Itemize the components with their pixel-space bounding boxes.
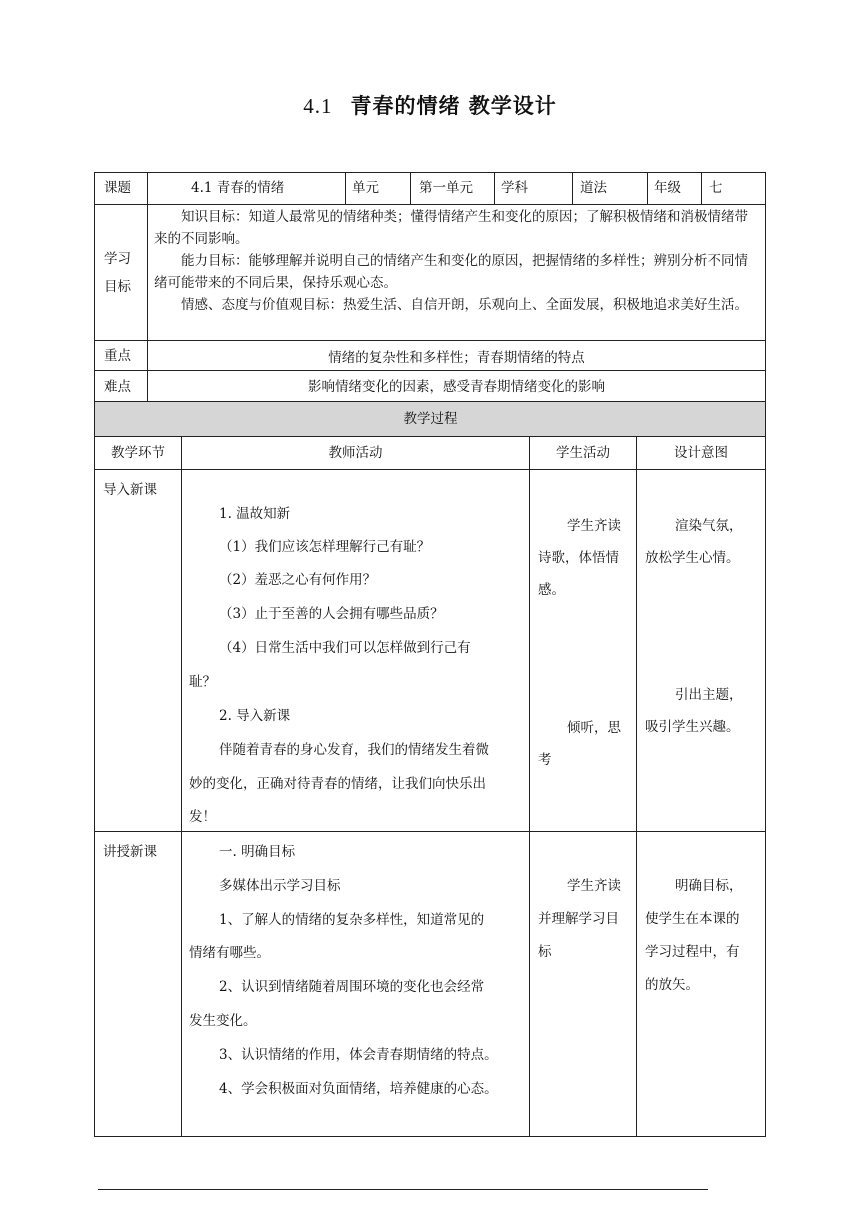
intro-stage: 导入新课 (103, 482, 157, 498)
lecture-teacher-line: 情绪有哪些。 (189, 945, 270, 961)
lecture-intent-line: 的放矢。 (645, 977, 699, 993)
goals-label-2: 目标 (104, 279, 131, 295)
key-label: 重点 (104, 348, 131, 364)
lecture-teacher-line: 一. 明确目标 (219, 844, 296, 860)
lesson-value: 4.1 青春的情绪 (191, 180, 285, 196)
difficulty-value: 影响情绪变化的因素，感受青春期情绪变化的影响 (308, 379, 605, 395)
lecture-stage: 讲授新课 (103, 844, 157, 860)
lecture-intent-line: 学习过程中，有 (645, 944, 740, 960)
col-intent: 设计意图 (674, 445, 728, 461)
intro-intent-line: 渲染气氛， (675, 518, 743, 534)
intro-teacher-line: 耻？ (189, 674, 216, 690)
key-value: 情绪的复杂性和多样性；青春期情绪的特点 (328, 350, 585, 366)
intro-teacher-line: （2）羞恶之心有何作用？ (219, 572, 377, 588)
footer-rule (98, 1189, 708, 1190)
unit-label: 单元 (352, 180, 379, 196)
intro-teacher-line: 妙的变化，正确对待青春的情绪，让我们向快乐出 (189, 776, 486, 792)
intro-student-line: 诗歌，体悟情 (538, 550, 619, 566)
intro-teacher-line: 2. 导入新课 (219, 708, 291, 724)
goals-label-1: 学习 (104, 251, 131, 267)
lecture-teacher-line: 3、认识情绪的作用，体会青春期情绪的特点。 (219, 1047, 498, 1063)
lecture-teacher-line: 2、认识到情绪随着周围环境的变化也会经常 (219, 979, 485, 995)
col-teacher: 教师活动 (328, 445, 383, 461)
intro-student-line: 考 (538, 752, 552, 768)
page-title (0, 90, 860, 120)
lecture-intent-line: 使学生在本课的 (645, 911, 740, 927)
lecture-teacher-line: 4、学会积极面对负面情绪，培养健康的心态。 (219, 1081, 498, 1097)
lecture-intent-line: 明确目标， (675, 878, 743, 894)
title-number: 4.1 (303, 94, 333, 118)
subject-value: 道法 (580, 180, 607, 196)
subject-label: 学科 (501, 180, 528, 196)
process-header: 教学过程 (403, 411, 458, 427)
col-student: 学生活动 (556, 445, 610, 461)
goals-text (154, 206, 760, 316)
intro-teacher-line: 1. 温故知新 (219, 506, 291, 522)
intro-teacher-line: （1）我们应该怎样理解行己有耻？ (219, 539, 431, 555)
lecture-student-line: 标 (538, 944, 552, 960)
lecture-teacher-line: 多媒体出示学习目标 (219, 878, 341, 894)
intro-teacher-line: （3）止于至善的人会拥有哪些品质？ (219, 606, 444, 622)
goal-ability: 能力目标：能够理解并说明自己的情绪产生和变化的原因，把握情绪的多样性；辨别分析不同情绪可能带来的不同后果，保持乐观心态。 (154, 253, 748, 291)
lecture-teacher-line: 1、了解人的情绪的复杂多样性，知道常见的 (219, 912, 485, 928)
intro-student-line: 感。 (538, 582, 565, 598)
unit-value: 第一单元 (419, 180, 473, 196)
intro-intent-line: 吸引学生兴趣。 (645, 719, 740, 735)
difficulty-label: 难点 (104, 379, 131, 395)
intro-intent-line: 引出主题， (675, 687, 743, 703)
grade-label: 年级 (654, 180, 681, 196)
intro-student-line: 倾听，思 (567, 720, 621, 736)
lesson-label: 课题 (104, 180, 131, 196)
title-text: 青春的情绪 教学设计 (350, 93, 557, 118)
intro-intent-line: 放松学生心情。 (645, 550, 740, 566)
intro-teacher-line: 发！ (189, 809, 216, 825)
col-stage: 教学环节 (111, 445, 165, 461)
intro-student-line: 学生齐读 (567, 518, 621, 534)
intro-teacher-line: （4）日常生活中我们可以怎样做到行己有 (219, 640, 471, 656)
grade-value: 七 (709, 180, 723, 196)
lecture-teacher-line: 发生变化。 (189, 1013, 257, 1029)
goal-knowledge: 知识目标：知道人最常见的情绪种类；懂得情绪产生和变化的原因；了解积极情绪和消极情绪带来的不同影响。 (154, 209, 748, 247)
intro-teacher-line: 伴随着青春的身心发育，我们的情绪发生着微 (219, 742, 489, 758)
lecture-student-line: 学生齐读 (567, 878, 621, 894)
lecture-student-line: 并理解学习目 (538, 911, 619, 927)
goal-emotion: 情感、态度与价值观目标：热爱生活、自信开朗，乐观向上、全面发展，积极地追求美好生活。 (181, 297, 748, 313)
